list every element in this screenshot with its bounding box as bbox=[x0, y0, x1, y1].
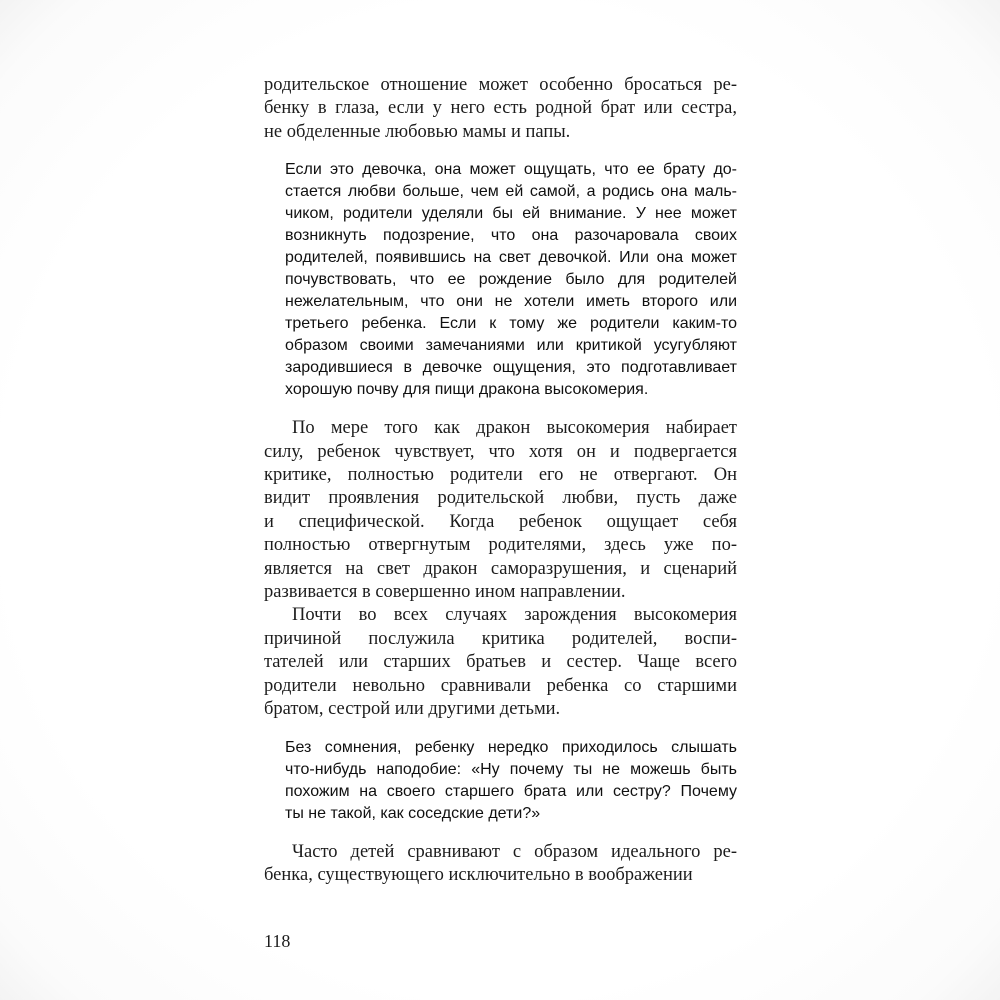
text-line: чиком, родители уделяли бы ей внимание. У нее может bbox=[285, 205, 737, 223]
text-line: Если это девочка, она может ощущать, что ее брату до- bbox=[285, 161, 737, 179]
text-line: хорошую почву для пищи дракона высокомерия. bbox=[285, 381, 649, 399]
page-number: 118 bbox=[264, 931, 291, 951]
text-line: критике, полностью родители его не отвергают. Он bbox=[264, 465, 737, 486]
page-text bbox=[264, 74, 737, 887]
text-line: нежелательным, что они не хотели иметь второго или bbox=[285, 293, 737, 311]
text-line: родительское отношение может особенно бросаться ре- bbox=[264, 75, 737, 95]
text-line: образом своими замечаниями или критикой усугубляют bbox=[285, 337, 737, 355]
paragraph-quote bbox=[285, 159, 737, 401]
text-line: возникнуть подозрение, что она разочаровала своих bbox=[285, 227, 737, 245]
text-line: полностью отвергнутым родителями, здесь уже по- bbox=[264, 535, 737, 556]
text-line: зародившиеся в девочке ощущения, это подготавливает bbox=[285, 359, 737, 377]
text-line: ты не такой, как соседские дети?» bbox=[285, 804, 541, 822]
paragraph-body bbox=[264, 604, 737, 721]
text-line: похожим на своего старшего брата или сестру? Почему bbox=[285, 782, 737, 800]
text-line: и специфической. Когда ребенок ощущает себя bbox=[264, 511, 737, 532]
text-line: бенку в глаза, если у него есть родной брат или сестра, bbox=[264, 98, 737, 119]
text-line: почувствовать, что ее рождение было для родителей bbox=[285, 271, 737, 289]
paragraph-body bbox=[264, 74, 737, 144]
text-line: Без сомнения, ребенку нередко приходилось слышать bbox=[285, 738, 737, 756]
text-line: братом, сестрой или другими детьми. bbox=[264, 699, 561, 720]
text-line: является на свет дракон саморазрушения, и сценарий bbox=[264, 558, 737, 579]
paragraph-quote bbox=[285, 737, 737, 825]
text-line: видит проявления родительской любви, пусть даже bbox=[264, 488, 737, 509]
text-line: родителей, появившись на свет девочкой. Или она может bbox=[285, 249, 737, 267]
text-line: силу, ребенок чувствует, что хотя он и подвергается bbox=[264, 441, 737, 462]
text-line: стается любви больше, чем ей самой, а родись она маль- bbox=[285, 183, 737, 201]
text-line: что-нибудь наподобие: «Ну почему ты не можешь быть bbox=[285, 760, 737, 778]
text-line: По мере того как дракон высокомерия набирает bbox=[292, 418, 737, 439]
text-line: Часто детей сравнивают с образом идеального ре- bbox=[292, 841, 737, 862]
paragraph-body bbox=[264, 841, 737, 888]
text-line: не обделенные любовью мамы и папы. bbox=[264, 121, 571, 142]
text-line: родители невольно сравнивали ребенка со старшими bbox=[264, 675, 737, 696]
text-line: причиной послужила критика родителей, воспи- bbox=[264, 628, 737, 649]
text-line: третьего ребенка. Если к тому же родители каким-то bbox=[285, 315, 737, 333]
text-line: развивается в совершенно ином направлении. bbox=[264, 582, 626, 603]
text-line: бенка, существующего исключительно в воображении bbox=[264, 864, 693, 885]
paragraph-body bbox=[264, 417, 737, 604]
text-line: Почти во всех случаях зарождения высокомерия bbox=[292, 605, 737, 626]
text-line: тателей или старших братьев и сестер. Чаще всего bbox=[264, 652, 737, 673]
